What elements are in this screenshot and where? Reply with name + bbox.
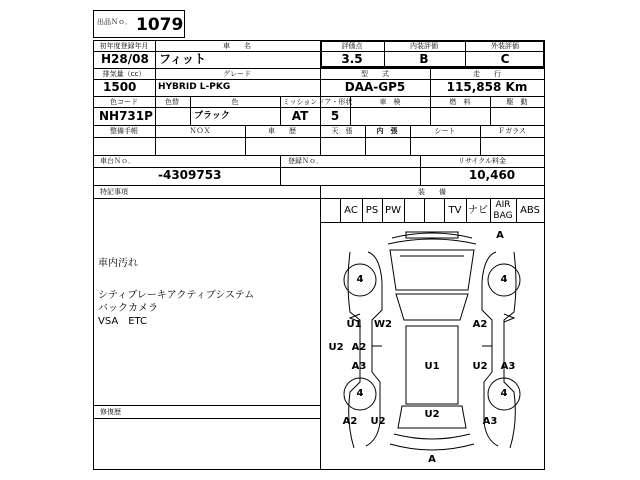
equipment-ac: AC — [344, 205, 358, 216]
damage-rl-tire: 4 — [356, 388, 364, 399]
grid-line — [480, 125, 481, 155]
interior-top-label: 内 張 — [376, 127, 398, 135]
equipment-tv: TV — [448, 205, 462, 216]
damage-rear-center: U2 — [424, 409, 440, 420]
lot-number-box — [93, 10, 185, 38]
registration-label: 登録Ｎｏ． — [288, 157, 323, 165]
score-label: 評価点 — [341, 42, 363, 50]
grid-line — [516, 198, 517, 222]
damage-left-door-b: A2 — [351, 342, 367, 353]
exterior-label: 外装評価 — [491, 42, 519, 50]
score-value: 3.5 — [341, 52, 363, 66]
grid-line — [93, 185, 545, 186]
remark-line: シティブレーキアクティブシステム — [98, 290, 255, 301]
lot-number: 1079 — [136, 15, 184, 35]
color-type-label: 色替 — [165, 98, 179, 106]
grid-line — [93, 96, 545, 97]
sunroof-label: 天 張 — [331, 127, 353, 135]
recycle-label: リサイクル料金 — [457, 157, 507, 165]
grid-line — [93, 125, 545, 126]
grade-label: グレード — [223, 70, 251, 78]
grid-line — [410, 125, 411, 155]
damage-left-fender: U1 — [346, 319, 362, 330]
grid-line — [93, 155, 545, 156]
remark-line: バックカメラ — [98, 303, 158, 314]
damage-rear-right: A3 — [482, 416, 498, 427]
color-label: 色 — [231, 98, 239, 106]
grid-line — [365, 125, 366, 155]
displacement-value: 1500 — [103, 80, 137, 94]
grid-line — [155, 125, 156, 155]
doors-label: ドア・形状 — [317, 98, 353, 106]
grade-value: HYBRID L-PKG — [158, 82, 231, 92]
remark-line: 車内汚れ — [98, 258, 138, 269]
equipment-abs: ABS — [520, 205, 540, 216]
grid-line — [430, 96, 431, 125]
grid-line — [466, 198, 467, 222]
recycle-value: 10,460 — [468, 168, 516, 182]
damage-right-door: U2 — [472, 361, 488, 372]
maintenance-label: 整備手帳 — [110, 127, 138, 135]
grid-line — [320, 198, 545, 199]
transmission-value: AT — [291, 109, 309, 123]
damage-right-fender: A2 — [472, 319, 488, 330]
grid-line — [280, 96, 281, 125]
glass-label: Ｆガラス — [498, 127, 526, 135]
grid-line — [444, 198, 445, 222]
grid-line — [404, 198, 405, 222]
displacement-label: 排気量（cc） — [102, 70, 146, 78]
model-value: DAA-GP5 — [344, 80, 406, 94]
equipment-navi: ナビ — [468, 205, 488, 216]
damage-windshield: W2 — [374, 319, 392, 330]
doors-value: 5 — [330, 109, 340, 123]
equipment-ps: PS — [365, 205, 379, 216]
grid-line — [155, 40, 156, 68]
grid-line — [430, 68, 431, 96]
damage-right-sill: A3 — [500, 361, 516, 372]
transmission-label: ミッション — [282, 98, 318, 106]
seat-label: シート — [434, 127, 456, 135]
chassis-value: -4309753 — [158, 168, 222, 182]
grid-line — [465, 40, 466, 68]
first-reg-value: H28/08 — [101, 52, 149, 66]
grid-line — [93, 405, 320, 406]
drive-label: 駆 動 — [506, 98, 528, 106]
grid-line — [340, 198, 341, 222]
damage-fr-tire: 4 — [500, 274, 508, 285]
equipment-pw: PW — [385, 205, 401, 216]
exterior-value: C — [500, 52, 510, 66]
inspection-label: 車 検 — [379, 98, 401, 106]
damage-fl-tire: 4 — [356, 274, 364, 285]
grid-line — [320, 68, 321, 96]
damage-left-door-a: U2 — [328, 342, 344, 353]
grid-line — [382, 198, 383, 222]
repair-label: 修復歴 — [100, 408, 121, 416]
interior-label: 内装評価 — [410, 42, 438, 50]
remarks-label: 特記事項 — [100, 188, 128, 196]
grid-line — [190, 96, 191, 125]
damage-rr-tire: 4 — [500, 388, 508, 399]
remark-line: VSA ETC — [98, 316, 148, 327]
grid-line — [155, 68, 156, 96]
equipment-label: 装 備 — [418, 188, 446, 196]
chassis-label: 車台Ｎｏ． — [100, 157, 135, 165]
grid-line — [420, 155, 421, 185]
lot-number-label: 出品Ｎｏ． — [97, 18, 132, 26]
color-value: ブラック — [194, 111, 230, 121]
grid-line — [280, 155, 281, 185]
grid-line — [384, 40, 385, 68]
damage-roof: U1 — [424, 361, 440, 372]
color-code-value: NH731P — [99, 109, 153, 123]
grid-line — [490, 96, 491, 125]
grid-line — [362, 198, 363, 222]
grid-line — [245, 125, 246, 155]
equipment-airbag: AIR BAG — [493, 200, 513, 221]
grid-line — [424, 198, 425, 222]
mileage-label: 走 行 — [473, 70, 501, 78]
color-code-label: 色コード — [110, 98, 138, 106]
damage-rear: A — [428, 454, 436, 465]
grid-line — [93, 418, 320, 419]
mileage-value: 115,858 Km — [446, 80, 528, 94]
damage-rear-left: A2 — [342, 416, 358, 427]
fuel-label: 燃 料 — [449, 98, 471, 106]
car-name-value: フィット — [159, 52, 207, 66]
interior-value: B — [419, 52, 429, 66]
grid-line — [93, 68, 545, 69]
damage-left-sill: A3 — [351, 361, 367, 372]
damage-rear-left-b: U2 — [370, 416, 386, 427]
car-name-label: 車 名 — [223, 42, 251, 50]
nox-label: ＮＯＸ — [189, 127, 211, 135]
grid-line — [93, 137, 545, 138]
grid-line — [320, 125, 321, 155]
history-label: 車 歴 — [268, 127, 296, 135]
model-label: 型 式 — [361, 70, 389, 78]
grid-line — [93, 107, 545, 108]
first-reg-label: 初年度登録年月 — [99, 42, 149, 50]
damage-front: A — [496, 230, 504, 241]
grid-line — [155, 96, 156, 125]
